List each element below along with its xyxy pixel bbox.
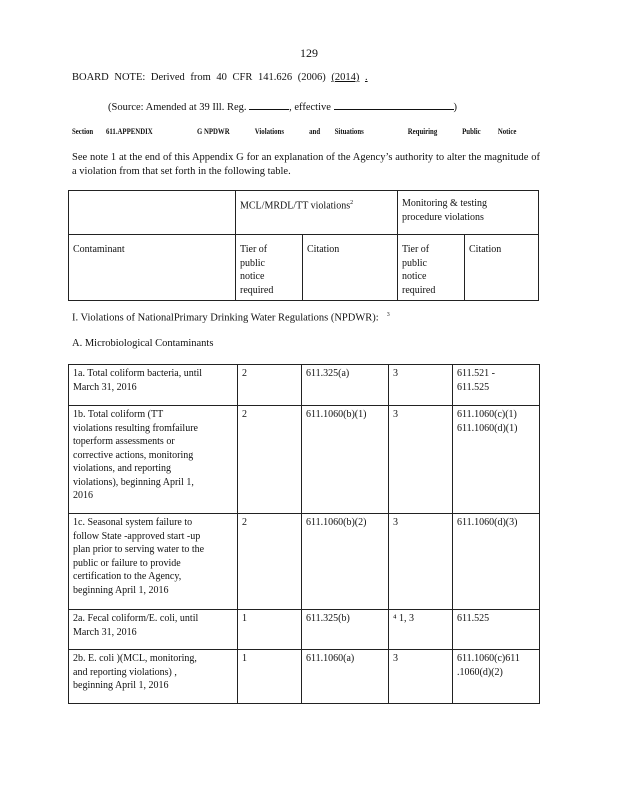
source-effective: , effective: [289, 102, 331, 113]
cell-citation2: 611.525: [453, 610, 540, 650]
cell-tier2: 3: [389, 406, 453, 514]
source-note: [108, 99, 457, 113]
cell-citation2: 611.521 - 611.525: [453, 365, 540, 406]
cell-tier1: 1: [238, 610, 302, 650]
note-paragraph: See note 1 at the end of this Appendix G for an explanation of the Agency’s authority to alter the magnitude of a violation from that set forth in the following table.: [72, 152, 540, 177]
source-close: ): [453, 102, 458, 113]
source-text: (Source: Amended at 39 Ill. Reg.: [108, 102, 247, 113]
cell-tier1: 2: [238, 514, 302, 610]
board-note: [72, 72, 368, 83]
section-A-heading: A. Microbiological Contaminants: [72, 338, 214, 349]
section-word: Public: [462, 127, 481, 136]
section-heading: [72, 127, 516, 136]
header-table: [68, 190, 539, 301]
source-register-blank: [249, 99, 289, 110]
cell-contaminant: 1c. Seasonal system failure to follow State -approved start -up plan prior to serving water to the public or failure to provide certification to the Agency, beginning April 1, 2016: [69, 514, 238, 610]
header-mcl-label: MCL/MRDL/TT violations: [240, 200, 351, 212]
cell-tier2: ⁴ 1, 3: [389, 610, 453, 650]
table-row: [69, 406, 540, 514]
source-effective-blank: [334, 99, 454, 110]
header-mcl-group: [236, 191, 398, 235]
cell-citation1: 611.325(b): [302, 610, 389, 650]
cell-citation2: 611.1060(d)(3): [453, 514, 540, 610]
cell-tier2: 3: [389, 365, 453, 406]
cell-citation2: 611.1060(c)611 .1060(d)(2): [453, 650, 540, 704]
footnote-marker: 2: [350, 200, 354, 206]
cell-tier1: 2: [238, 406, 302, 514]
section-word: Violations: [254, 127, 284, 136]
cell-contaminant: 2a. Fecal coliform/E. coli, until March 31, 2016: [69, 610, 238, 650]
section-number: 611.APPENDIX: [106, 127, 153, 136]
page-number: 129: [300, 46, 318, 60]
cell-tier1: 2: [238, 365, 302, 406]
header-tier1: Tier of public notice required: [236, 235, 303, 301]
header-citation1: Citation: [303, 235, 398, 301]
cell-tier2: 3: [389, 514, 453, 610]
section-word: Requiring: [407, 127, 438, 136]
section-word: and: [309, 127, 321, 136]
cell-citation1: 611.1060(b)(1): [302, 406, 389, 514]
header-tier2: Tier of public notice required: [398, 235, 465, 301]
cell-citation1: 611.1060(a): [302, 650, 389, 704]
table-row: [69, 610, 540, 650]
board-note-text: BOARD NOTE: Derived from 40 CFR 141.626 (2006): [72, 72, 326, 83]
footnote-marker: 3: [386, 312, 390, 318]
board-note-period: .: [364, 72, 368, 83]
section-word: Situations: [334, 127, 364, 136]
header-citation2: Citation: [465, 235, 539, 301]
cell-tier2: 3: [389, 650, 453, 704]
cell-contaminant: 1a. Total coliform bacteria, until March 31, 2016: [69, 365, 238, 406]
section-label: Section: [72, 127, 94, 136]
table-row: [69, 514, 540, 610]
cell-citation1: 611.325(a): [302, 365, 389, 406]
cell-contaminant: 2b. E. coli )(MCL, monitoring, and reporting violations) , beginning April 1, 2016: [69, 650, 238, 704]
violations-table: [68, 364, 540, 704]
cell-contaminant: 1b. Total coliform (TT violations resulting fromfailure toperform assessments or corrective actions, monitoring violations, and reporting violations), beginning April 1, 2016: [69, 406, 238, 514]
table-row: [69, 365, 540, 406]
section-code: G NPDWR: [196, 127, 230, 136]
header-blank-cell: [69, 191, 236, 235]
cell-tier1: 1: [238, 650, 302, 704]
cell-citation2: 611.1060(c)(1) 611.1060(d)(1): [453, 406, 540, 514]
cell-citation1: 611.1060(b)(2): [302, 514, 389, 610]
header-contaminant: Contaminant: [69, 235, 236, 301]
header-monitoring-group: Monitoring & testing procedure violations: [398, 191, 539, 235]
section-word: Notice: [497, 127, 517, 136]
table-row: [69, 650, 540, 704]
section-I-text: I. Violations of NationalPrimary Drinking Water Regulations (NPDWR):: [72, 312, 379, 324]
board-note-year: (2014): [331, 72, 360, 83]
section-I-heading: [72, 312, 390, 324]
